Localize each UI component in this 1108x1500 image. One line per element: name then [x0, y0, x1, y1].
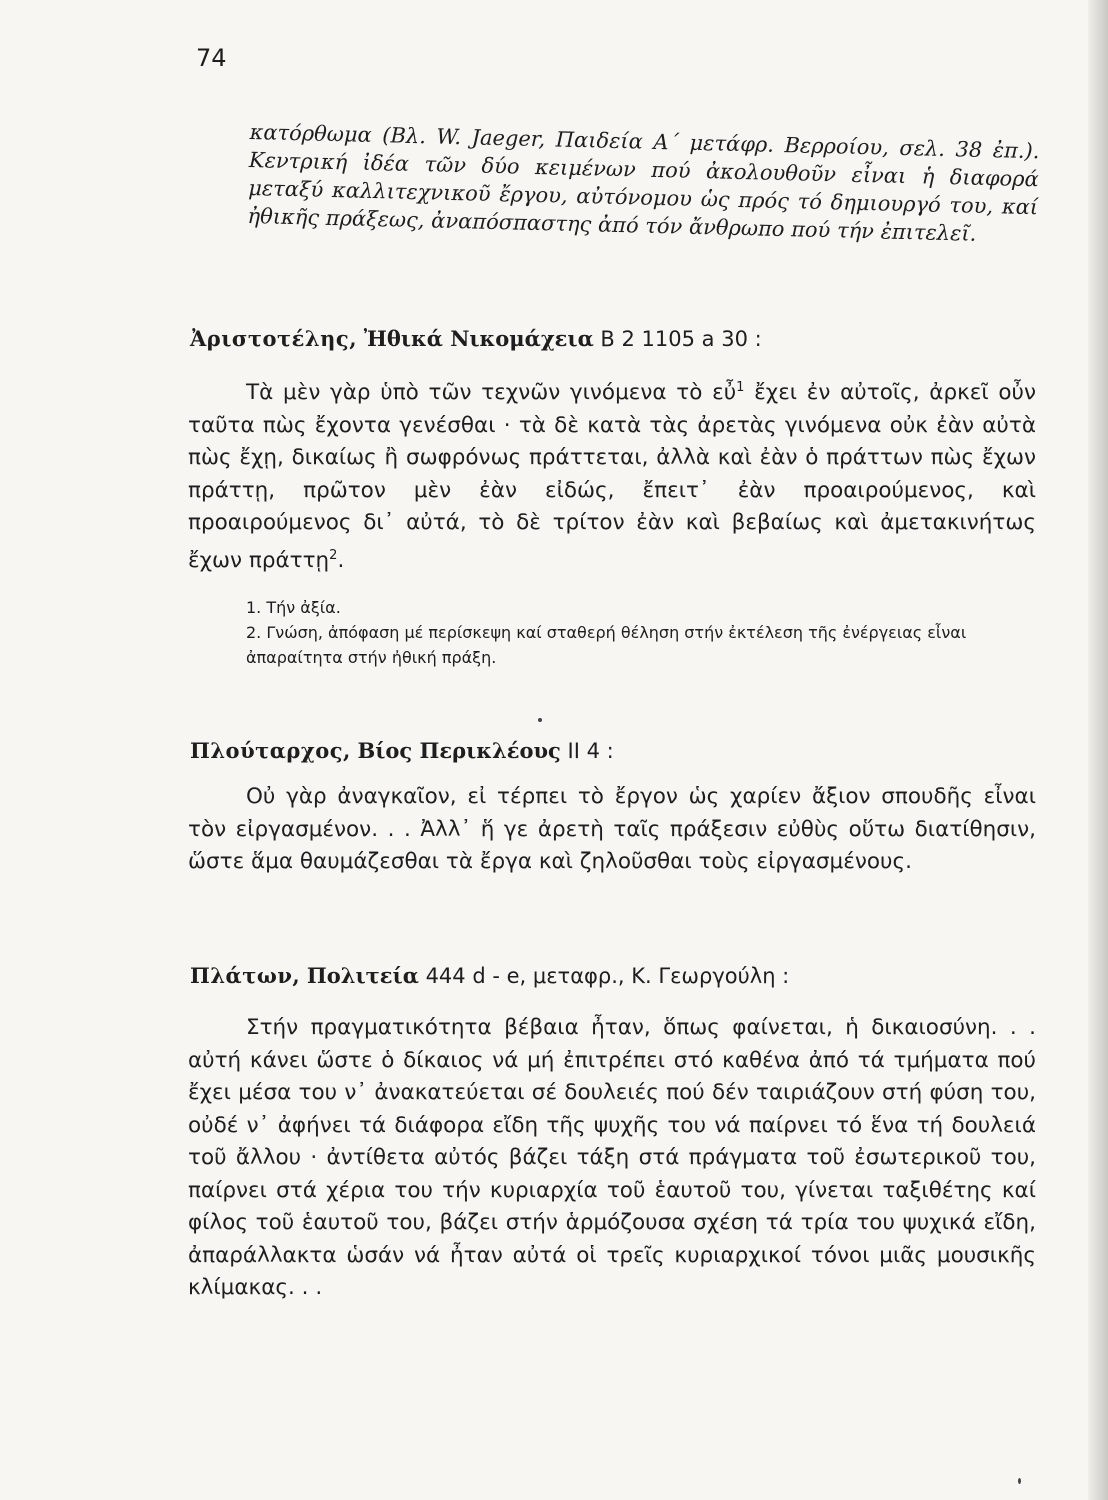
source-author: Πλάτων, [190, 963, 301, 988]
source-heading-plutarch [190, 738, 614, 763]
source-reference: 444 d - e, μεταφρ., Κ. Γεωργούλη : [425, 964, 790, 988]
quote-aristotle [188, 372, 1036, 577]
footnotes [246, 595, 1036, 670]
page-number: 74 [196, 44, 227, 72]
source-work: Βίος Περικλέους [357, 738, 561, 763]
source-author: Ἀριστοτέλης, [190, 326, 358, 351]
source-work: Ἠθικά Νικομάχεια [363, 326, 594, 351]
quote-plato [188, 1012, 1036, 1305]
quote-text-part: ἔχει ἐν αὐτοῖς, ἀρκεῖ οὖν ταῦτα πὼς ἔχοντα γενέσθαι · τὰ δὲ κατὰ τὰς ἀρετὰς γινόμενα οὐκ ἐὰν αὐτὰ πὼς ἔχῃ, δικαίως ἢ σωφρόνως πράττεται, ἀλλὰ καὶ ἐὰν ὁ πράττων πὼς ἔχων πράττῃ, πρῶτον μὲν ἐὰν εἰδώς, ἔπειτ᾽ ἐὰν προαιρούμενος, καὶ προαιρούμενος δι᾽ αὐτά, τὸ δὲ τρίτον ἐὰν καὶ βεβαίως καὶ ἀμετακινήτως ἔχων πράττῃ [188, 380, 1036, 573]
source-heading-plato [190, 963, 789, 988]
footnote-mark: 2 [329, 547, 338, 563]
footnote-2: 2. Γνώση, ἀπόφαση μέ περίσκεψη καί σταθερή θέληση στήν ἐκτέλεση τῆς ἐνέργειας εἶναι ἀπαραίτητα στήν ἠθική πράξη. [246, 623, 967, 667]
quote-plutarch [188, 781, 1036, 879]
quote-text-part: Τὰ μὲν γὰρ ὑπὸ τῶν τεχνῶν γινόμενα τὸ εὖ [246, 380, 737, 406]
quote-text: Οὐ γὰρ ἀναγκαῖον, εἰ τέρπει τὸ ἔργον ὡς χαρίεν ἄξιον σπουδῆς εἶναι τὸν εἰργασμένον. . . Ἀλλ᾽ ἥ γε ἀρετὴ ταῖς πράξεσιν εὐθὺς οὕτω διατίθησιν, ὥστε ἅμα θαυμάζεσθαι τὰ ἔργα καὶ ζηλοῦσθαι τοὺς εἰργασμένους. [188, 784, 1036, 874]
source-author: Πλούταρχος, [190, 738, 351, 763]
source-reference: ΙΙ 4 : [567, 739, 614, 763]
footnote-mark: 1 [736, 380, 745, 395]
quote-text-part: . [337, 547, 345, 573]
page-edge-shadow [1088, 0, 1108, 1500]
source-reference: Β 2 1105 a 30 : [600, 327, 762, 351]
intro-paragraph [247, 118, 1040, 249]
print-speck [538, 718, 542, 722]
footnote-1: 1. Τήν ἀξία. [246, 598, 341, 617]
print-speck [1018, 1478, 1021, 1484]
quote-text: Στήν πραγματικότητα βέβαια ἦταν, ὅπως φαίνεται, ἡ δικαιοσύνη. . . αὐτή κάνει ὥστε ὁ δίκαιος νά μή ἐπιτρέπει στό καθένα ἀπό τά τμήματα πού ἔχει μέσα του ν᾽ ἀνακατεύεται σέ δουλειές πού δέν ταιριάζουν στή φύση του, οὐδέ ν᾽ ἀφήνει τά διάφορα εἴδη τῆς ψυχῆς του νά παίρνει τό ἕνα τή δουλειά τοῦ ἄλλου · ἀντίθετα αὐτός βάζει τάξη στά πράγματα τοῦ ἐσωτερικοῦ του, παίρνει στά χέρια του τήν κυριαρχία τοῦ ἑαυτοῦ του, γίνεται ταξιθέτης καί φίλος τοῦ ἑαυτοῦ του, βάζει στήν ἁρμόζουσα σχέση τά τρία του ψυχικά εἴδη, ἀπαράλλακτα ὡσάν νά ἦταν αὐτά οἱ τρεῖς κυριαρχικοί τόνοι μιᾶς μουσικῆς κλίμακας. . . [188, 1015, 1036, 1300]
intro-text: κατόρθωμα (Βλ. W. Jaeger, Παιδεία Α΄ μετάφρ. Βερροίου, σελ. 38 ἐπ.). Κεντρική ἰδέα τῶν δύο κειμένων πού ἀκολουθοῦν εἶναι ἡ διαφορά μεταξύ καλλιτεχνικοῦ ἔργου, αὐτόνομου ὡς πρός τό δημιουργό του, καί ἠθικῆς πράξεως, ἀναπόσπαστης ἀπό τόν ἄνθρωπο πού τήν ἐπιτελεῖ. [247, 119, 1040, 246]
source-heading-aristotle [190, 326, 762, 351]
source-work: Πολιτεία [306, 963, 419, 988]
